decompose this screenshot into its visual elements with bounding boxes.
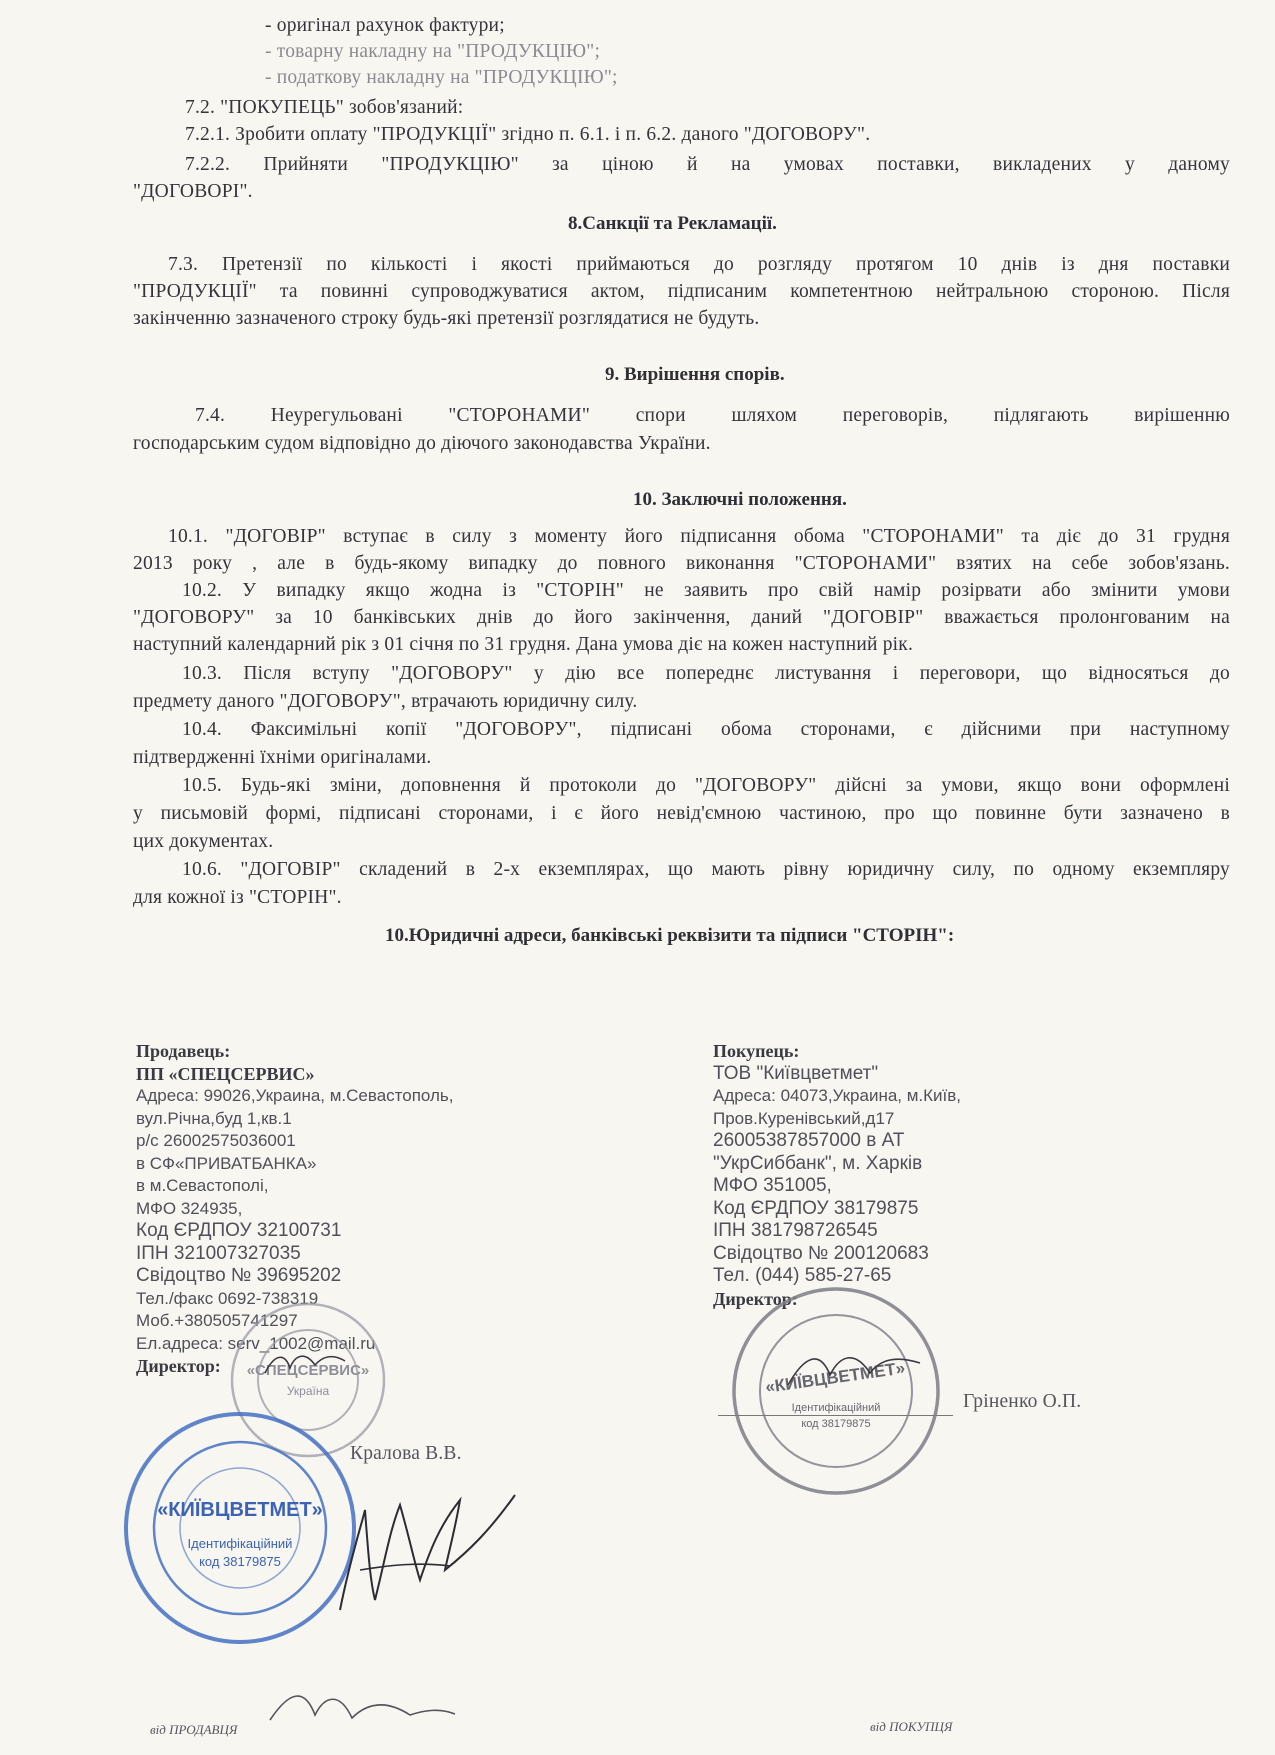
spetsservis-stamp-country: Україна xyxy=(286,1384,330,1398)
seller-certificate: Свідоцтво № 39695202 xyxy=(136,1265,342,1286)
buyer-director-label: Директор: xyxy=(713,1288,798,1309)
s10-line-2: 2013 року , але в будь-якому випадку до повного виконання "СТОРОНАМИ" взятих на себе зобов'язань. xyxy=(133,553,1230,574)
top-line-2: - товарну накладну на "ПРОДУКЦІЮ"; xyxy=(265,41,601,62)
s10-line-14: для кожної із "СТОРІН". xyxy=(133,887,342,908)
s10-line-10: 10.5. Будь-які зміни, доповнення й протоколи до "ДОГОВОРУ" дійсні за умови, якщо вони оформлені xyxy=(182,775,1230,796)
stamp-outer-ring xyxy=(126,1414,354,1642)
seller-signature xyxy=(330,1470,530,1630)
top-line-1: - оригінал рахунок фактури; xyxy=(265,15,505,36)
stamp-inner-ring xyxy=(180,1468,300,1588)
seller-city: в м.Севастополі, xyxy=(136,1176,269,1195)
top-line-6: 7.2.2. Прийняти "ПРОДУКЦІЮ" за ціною й на умовах поставки, викладених у даному xyxy=(185,154,1230,175)
buyer-certificate: Свідоцтво № 200120683 xyxy=(713,1242,929,1264)
footer-signature xyxy=(260,1680,460,1740)
seller-address-2: вул.Річна,буд 1,кв.1 xyxy=(136,1108,292,1128)
section-10-heading: 10. Заключні положення. xyxy=(633,489,847,510)
s8-line-3: закінченню зазначеного строку будь-які претензії розглядатися не будуть. xyxy=(133,308,760,329)
kyiv-stamp-code: код 38179875 xyxy=(801,1418,871,1430)
buyer-ipn: ІПН 381798726545 xyxy=(713,1220,878,1241)
kyiv-stamp-name: «КИЇВЦВЕТМЕТ» xyxy=(157,1499,323,1521)
buyer-director-name: Гріненко О.П. xyxy=(963,1391,1082,1412)
buyer-account: 26005387857000 в АТ xyxy=(713,1130,905,1151)
s8-line-1: 7.3. Претензії по кількості і якості приймаються до розгляду протягом 10 днів із дня поставки xyxy=(168,254,1230,275)
s10-line-3: 10.2. У випадку якщо жодна із "СТОРІН" не заявить про свій намір розірвати або змінити умови xyxy=(182,580,1230,601)
seller-bank: в СФ«ПРИВАТБАНКА» xyxy=(136,1153,317,1173)
s8-line-2: "ПРОДУКЦІЇ" та повинні супроводжуватися актом, підписаним компетентною нейтральною стороною. Після xyxy=(133,281,1230,302)
buyer-tel: Тел. (044) 585-27-65 xyxy=(713,1265,892,1286)
section-requisites-heading: 10.Юридичні адреси, банківські реквізити та підписи "СТОРІН": xyxy=(385,925,955,946)
s10-line-6: 10.3. Після вступу "ДОГОВОРУ" у дію все попереднє листування і переговори, що відносяться до xyxy=(182,663,1230,684)
s10-line-4: "ДОГОВОРУ" за 10 банківських днів до його закінчення, даний "ДОГОВІР" вважається пролонгованим на xyxy=(133,607,1230,628)
seller-director-name: Кралова В.В. xyxy=(350,1443,462,1464)
seller-director-label: Директор: xyxy=(136,1356,221,1376)
kyiv-stamp-id: Ідентифікаційний xyxy=(791,1402,881,1414)
buyer-block xyxy=(713,1040,1153,1310)
top-line-3: - податкову накладну на "ПРОДУКЦІЮ"; xyxy=(265,67,618,88)
seller-edrpou: Код ЄРДПОУ 32100731 xyxy=(136,1220,342,1241)
seller-ipn: ІПН 321007327035 xyxy=(136,1242,301,1264)
seller-email: Ел.адреса: serv_1002@mail.ru xyxy=(136,1333,376,1353)
s10-line-9: підтвердженні їхніми оригіналами. xyxy=(133,747,432,768)
s10-line-13: 10.6. "ДОГОВІР" складений в 2-х екземплярах, що мають рівну юридичну силу, по одному екземпляру xyxy=(182,859,1230,880)
footer-buyer-label: від ПОКУПЦЯ xyxy=(870,1719,953,1734)
top-line-4: 7.2. "ПОКУПЕЦЬ" зобов'язаний: xyxy=(185,97,464,118)
s10-line-8: 10.4. Факсимільні копії "ДОГОВОРУ", підписані обома сторонами, є дійсними при наступному xyxy=(182,719,1230,740)
kyiv-stamp-name: «КИЇВЦВЕТМЕТ» xyxy=(764,1358,907,1397)
s10-line-7: предмету даного "ДОГОВОРУ", втрачають юридичну силу. xyxy=(133,691,638,712)
section-9-heading: 9. Вирішення спорів. xyxy=(605,364,785,385)
spetsservis-stamp-name: «СПЕЦСЕРВИС» xyxy=(246,1362,370,1379)
seller-signature-small xyxy=(260,1343,350,1383)
buyer-bank: "УкрСиббанк", м. Харків xyxy=(713,1152,923,1174)
buyer-address-2: Пров.Куренівський,д17 xyxy=(713,1108,895,1128)
seller-tel: Тел./факс 0692-738319 xyxy=(136,1288,319,1308)
buyer-signature xyxy=(780,1335,930,1405)
section-8-heading: 8.Санкції та Рекламації. xyxy=(568,213,777,234)
buyer-edrpou: Код ЄРДПОУ 38179875 xyxy=(713,1197,919,1219)
s10-line-1: 10.1. "ДОГОВІР" вступає в силу з моменту його підписання обома "СТОРОНАМИ" та діє до 31 грудня xyxy=(168,526,1230,547)
seller-address-1: Адреса: 99026,Украина, м.Севастополь, xyxy=(136,1086,454,1105)
buyer-mfo: МФО 351005, xyxy=(713,1175,832,1196)
kyiv-stamp-code: код 38179875 xyxy=(199,1554,281,1569)
seller-name: ПП «СПЕЦСЕРВИС» xyxy=(136,1063,315,1084)
s10-line-12: цих документах. xyxy=(133,831,274,852)
kyivtsvetmet-stamp-left xyxy=(120,1408,360,1648)
footer-seller-label: від ПРОДАВЦЯ xyxy=(150,1722,238,1737)
s10-line-11: у письмовій формі, підписані сторонами, і є його невід'ємною частиною, про що повинне бути зазначено в xyxy=(133,803,1230,824)
s10-line-5: наступний календарний рік з 01 січня по 31 грудня. Дана умова діє на кожен наступний рік. xyxy=(133,634,914,655)
buyer-name: ТОВ "Київцветмет" xyxy=(713,1062,879,1084)
top-line-7: "ДОГОВОРІ". xyxy=(133,181,253,202)
buyer-role: Покупець: xyxy=(713,1041,800,1061)
s9-line-1: 7.4. Неурегульовані "СТОРОНАМИ" спори шляхом переговорів, підлягають вирішенню xyxy=(195,405,1230,426)
seller-mfo: МФО 324935, xyxy=(136,1198,243,1218)
seller-role: Продавець: xyxy=(136,1041,231,1061)
top-line-5: 7.2.1. Зробити оплату "ПРОДУКЦІЇ" згідно п. 6.1. і п. 6.2. даного "ДОГОВОРУ". xyxy=(185,124,871,145)
seller-mobile: Моб.+380505741297 xyxy=(136,1311,298,1330)
buyer-address-1: Адреса: 04073,Украина, м.Київ, xyxy=(713,1086,962,1105)
seller-account: р/с 26002575036001 xyxy=(136,1131,296,1150)
kyiv-stamp-id: Ідентифікаційний xyxy=(187,1536,293,1551)
s9-line-2: господарським судом відповідно до діючого законодавства України. xyxy=(133,433,711,454)
